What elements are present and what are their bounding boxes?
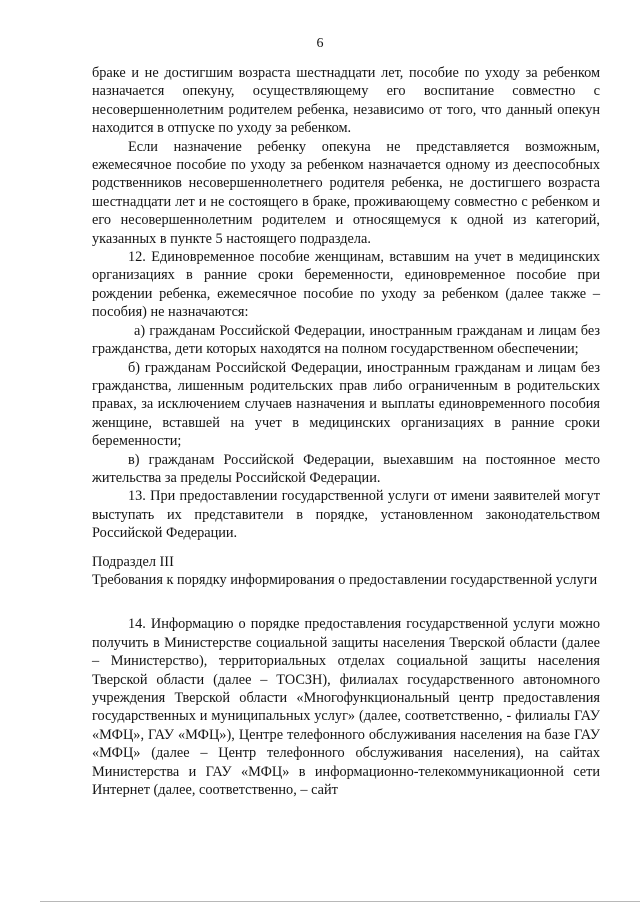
scan-edge-line: [40, 901, 640, 902]
paragraph-13: 13. При предоставлении государственной услуги от имени заявителей могут выступать их представители в порядке, установленном законодательством Российской Федерации.: [92, 488, 600, 542]
paragraph-guardian-continued: браке и не достигшим возраста шестнадцати лет, пособие по уходу за ребенком назначается опекуну, осуществляющему его воспитание совместно с несовершеннолетним родителем ребенка, независимо от того, что данный опекун находится в отпуске по уходу за ребенком.: [92, 65, 600, 137]
page-number: 6: [316, 36, 324, 51]
paragraph-relatives: Если назначение ребенку опекуна не представляется возможным, ежемесячное пособие по уходу за ребенком назначается одному из дееспособных родственников несовершеннолетнего родителя ребенка, не достигшего возраста шестнадцати лет и не состоящего в браке, проживающему совместно с ребенком и его несовершеннолетним родителем и относящемуся к одной из категорий, указанных в пункте 5 настоящего подраздела.: [92, 138, 600, 247]
section-label: Подраздел III: [92, 553, 174, 570]
paragraph-12: 12. Единовременное пособие женщинам, вставшим на учет в медицинских организациях в ранние сроки беременности, единовременное пособие при рождении ребенка, ежемесячное пособие по уходу за ребенком (далее также – пособия) не назначаются:: [92, 249, 600, 321]
section-title: Требования к порядку информирования о предоставлении государственной услуги: [92, 571, 598, 588]
paragraph-12-v: в) гражданам Российской Федерации, выехавшим на постоянное место жительства за пределы Российской Федерации.: [92, 451, 600, 486]
paragraph-12-a: а) гражданам Российской Федерации, иностранным гражданам и лицам без гражданства, дети которых находятся на полном государственном обеспечении;: [92, 322, 600, 358]
paragraph-14: 14. Информацию о порядке предоставления государственной услуги можно получить в Министерстве социальной защиты населения Тверской области (далее – Министерство), территориальных отделах социальной защиты населения Тверской области (далее – ТОСЗН), филиалах государственного автономного учреждения Тверской области «Многофункциональный центр предоставления государственных и муниципальных услуг» (далее, соответственно, - филиалы ГАУ «МФЦ», ГАУ «МФЦ»), Центре телефонного обслуживания населения на базе ГАУ «МФЦ» (далее – Центр телефонного обслуживания населения), на сайтах Министерства и ГАУ «МФЦ» в информационно-телекоммуникационной сети Интернет (далее, соответственно, – сайт: [92, 616, 600, 799]
document-body: [92, 64, 600, 799]
paragraph-12-b: б) гражданам Российской Федерации, иностранным гражданам и лицам без гражданства, лишенным родительских прав либо ограниченным в родительских правах, за исключением случаев назначения и выплаты единовременного пособия женщине, вставшей на учет в медицинских организациях в ранние сроки беременности;: [92, 359, 600, 450]
